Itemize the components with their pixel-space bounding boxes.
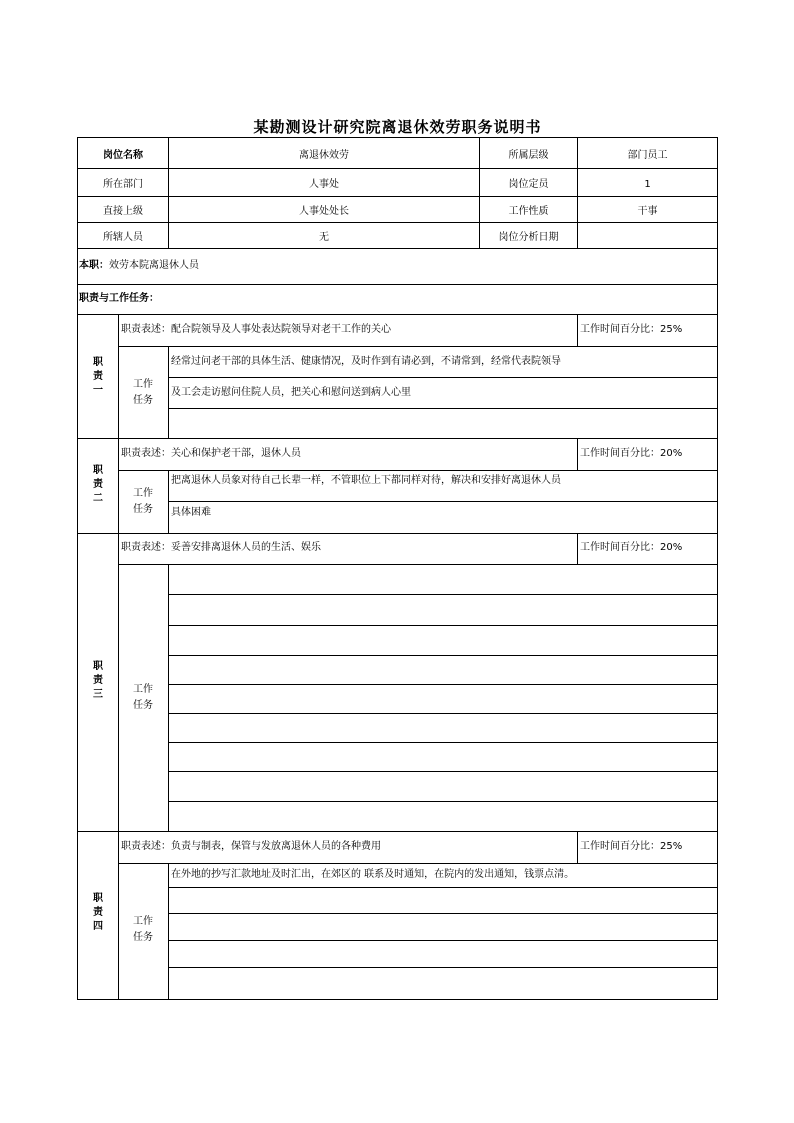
superior-label: 直接上级 [103, 206, 143, 217]
superior-value: 人事处处长 [299, 206, 349, 217]
duties-heading: 职责与工作任务： [79, 293, 159, 304]
duty-summary [79, 259, 199, 273]
nature-value: 干事 [637, 206, 658, 217]
duty-4-desc: 职责表述：负责与制表，保管与发放离退休人员的各种费用 [121, 841, 381, 852]
level-value: 部门员工 [627, 150, 668, 161]
nature-label: 工作性质 [508, 206, 549, 217]
duty-1-task-2: 及工会走访慰问住院人员，把关心和慰问送到病人心里 [171, 387, 411, 398]
analysis-date-label: 岗位分析日期 [498, 232, 559, 243]
duty-1-label: 职 责 一 [93, 357, 103, 396]
quota-label: 岗位定员 [508, 179, 549, 190]
level-label: 所属层级 [508, 150, 549, 161]
duty-4-percent: 工作时间百分比：25% [580, 841, 683, 852]
duty-2-task-1: 把离退休人员象对待自己长辈一样，不管职位上下都同样对待，解决和安排好离退休人员 [171, 475, 561, 486]
subordinate-value: 无 [319, 232, 329, 243]
duty-1-desc: 职责表述：配合院领导及人事处表达院领导对老干工作的关心 [121, 324, 391, 335]
document-title: 某勘测设计研究院离退休效劳职务说明书 [253, 118, 542, 136]
duty-4-task-label: 工作 任务 [133, 916, 153, 943]
duty-3-label: 职 责 三 [93, 661, 103, 700]
duty-2-desc: 职责表述：关心和保护老干部，退休人员 [121, 448, 301, 459]
duty-3-desc: 职责表述：妥善安排离退休人员的生活、娱乐 [121, 542, 321, 553]
duty-4-label: 职 责 四 [93, 893, 103, 932]
post-name-value: 离退休效劳 [299, 150, 349, 161]
duty-1-task-label: 工作 任务 [133, 379, 153, 406]
post-name-label: 岗位名称 [103, 150, 143, 161]
duty-2-task-2: 具体困难 [171, 507, 211, 518]
duty-1-percent: 工作时间百分比：25% [580, 324, 683, 335]
duty-2-label: 职 责 二 [93, 465, 103, 504]
duty-summary-text: 效劳本院离退休人员 [109, 260, 199, 271]
quota-value: 1 [644, 179, 651, 190]
subordinate-label: 所辖人员 [103, 232, 143, 243]
duty-3-task-label: 工作 任务 [133, 684, 153, 711]
duty-summary-label: 本职： [79, 260, 109, 271]
duty-4-task-1: 在外地的抄写汇款地址及时汇出，在郊区的 联系及时通知，在院内的发出通知，钱票点清。 [171, 869, 575, 880]
dept-label: 所在部门 [103, 179, 143, 190]
duty-2-percent: 工作时间百分比：20% [580, 448, 683, 459]
duty-1-task-1: 经常过问老干部的具体生活、健康情况，及时作到有请必到，不请常到，经常代表院领导 [171, 356, 561, 367]
duty-3-percent: 工作时间百分比：20% [580, 542, 683, 553]
duty-2-task-label: 工作 任务 [133, 488, 153, 515]
dept-value: 人事处 [309, 179, 339, 190]
